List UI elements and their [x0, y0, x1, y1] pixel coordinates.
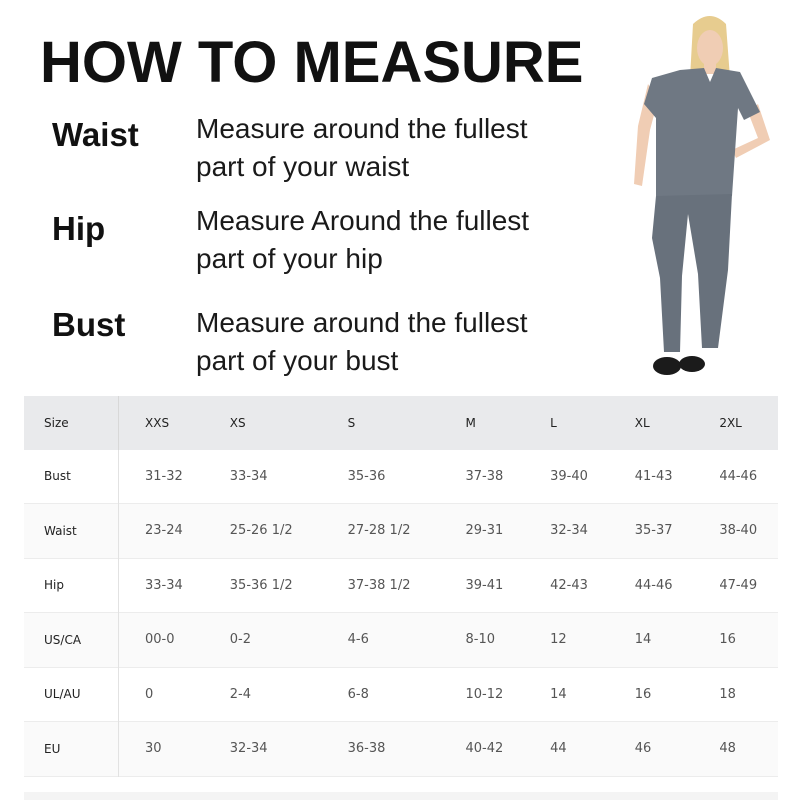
- table-row: [24, 667, 778, 722]
- model-figure-image: [620, 8, 800, 388]
- table-cell: 8-10: [465, 632, 496, 648]
- model-scrub-pants: [652, 194, 732, 352]
- table-cell: 46: [634, 741, 652, 757]
- table-cell: 25-26 1/2: [229, 523, 293, 539]
- table-row: [24, 450, 778, 504]
- hip-instruction: [196, 202, 616, 278]
- bust-instruction-line2: part of your bust: [196, 345, 399, 376]
- table-cell: 4-6: [347, 632, 369, 648]
- table-cell: 48: [719, 741, 736, 757]
- size-chart-table: [24, 396, 778, 777]
- header-cell: XS: [229, 415, 246, 430]
- table-cell: 44-46: [719, 468, 758, 484]
- table-cell: 12: [550, 632, 567, 648]
- waist-instruction: [196, 110, 616, 186]
- table-cell: 35-36: [347, 468, 386, 484]
- hip-label: Hip: [52, 210, 106, 247]
- model-right-shoe: [679, 356, 705, 372]
- model-scrub-top: [644, 68, 760, 198]
- row-label: US/CA: [24, 613, 119, 668]
- table-cell: 33-34: [145, 577, 183, 593]
- table-cell: 18: [719, 686, 736, 702]
- bottom-divider: [24, 792, 778, 800]
- table-cell: 44: [550, 741, 567, 757]
- table-row: [24, 558, 778, 613]
- table-cell: 39-41: [465, 577, 504, 593]
- table-row: [24, 722, 778, 777]
- table-cell: 33-34: [229, 468, 268, 484]
- header-cell: XL: [634, 415, 650, 430]
- waist-instruction-line1: Measure around the fullest: [196, 113, 528, 144]
- table-cell: 6-8: [347, 686, 369, 702]
- table-cell: 32-34: [229, 741, 268, 757]
- table-cell: 36-38: [347, 741, 386, 757]
- bust-instruction: [196, 304, 616, 380]
- waist-instruction-line2: part of your waist: [196, 151, 410, 182]
- hip-instruction-line1: Measure Around the fullest: [196, 205, 530, 236]
- table-cell: 27-28 1/2: [347, 523, 411, 539]
- header-cell: Size: [24, 396, 119, 450]
- table-cell: 42-43: [550, 577, 588, 593]
- bust-instruction-line1: Measure around the fullest: [196, 307, 528, 338]
- table-cell: 23-24: [145, 523, 183, 539]
- table-cell: 31-32: [145, 468, 183, 484]
- page-title: HOW TO MEASURE: [40, 30, 584, 95]
- table-row: [24, 613, 778, 668]
- waist-label: Waist: [52, 116, 139, 153]
- table-row: [24, 504, 778, 559]
- header-cell: S: [347, 415, 356, 430]
- table-cell: 0-2: [229, 632, 252, 648]
- table-cell: 47-49: [719, 577, 758, 593]
- bust-label: Bust: [52, 306, 126, 343]
- table-cell: 16: [719, 632, 736, 648]
- table-cell: 0: [145, 686, 154, 702]
- table-cell: 10-12: [465, 686, 504, 702]
- table-cell: 30: [145, 741, 162, 757]
- table-cell: 29-31: [465, 523, 504, 539]
- table-header-row: [24, 396, 778, 450]
- header-cell: M: [465, 415, 476, 430]
- table-cell: 35-36 1/2: [229, 577, 293, 593]
- table-cell: 32-34: [550, 523, 588, 539]
- table-cell: 16: [634, 686, 652, 702]
- table-cell: 35-37: [634, 523, 673, 539]
- model-left-shoe: [653, 357, 681, 375]
- table-cell: 2-4: [229, 686, 252, 702]
- table-cell: 44-46: [634, 577, 673, 593]
- table-cell: 39-40: [550, 468, 588, 484]
- table-cell: 37-38: [465, 468, 504, 484]
- header-cell: 2XL: [719, 415, 742, 430]
- table-cell: 14: [550, 686, 567, 702]
- row-label: Waist: [24, 504, 119, 559]
- table-cell: 41-43: [634, 468, 673, 484]
- table-cell: 38-40: [719, 523, 758, 539]
- table-cell: 37-38 1/2: [347, 577, 411, 593]
- model-face: [697, 30, 723, 66]
- header-cell: XXS: [145, 415, 170, 430]
- table-cell: 00-0: [145, 632, 175, 648]
- row-label: UL/AU: [24, 667, 119, 722]
- row-label: Bust: [24, 450, 119, 504]
- table-cell: 14: [634, 632, 652, 648]
- row-label: EU: [24, 722, 119, 777]
- row-label: Hip: [24, 558, 119, 613]
- header-cell: L: [550, 415, 557, 430]
- hip-instruction-line2: part of your hip: [196, 243, 383, 274]
- table-cell: 40-42: [465, 741, 504, 757]
